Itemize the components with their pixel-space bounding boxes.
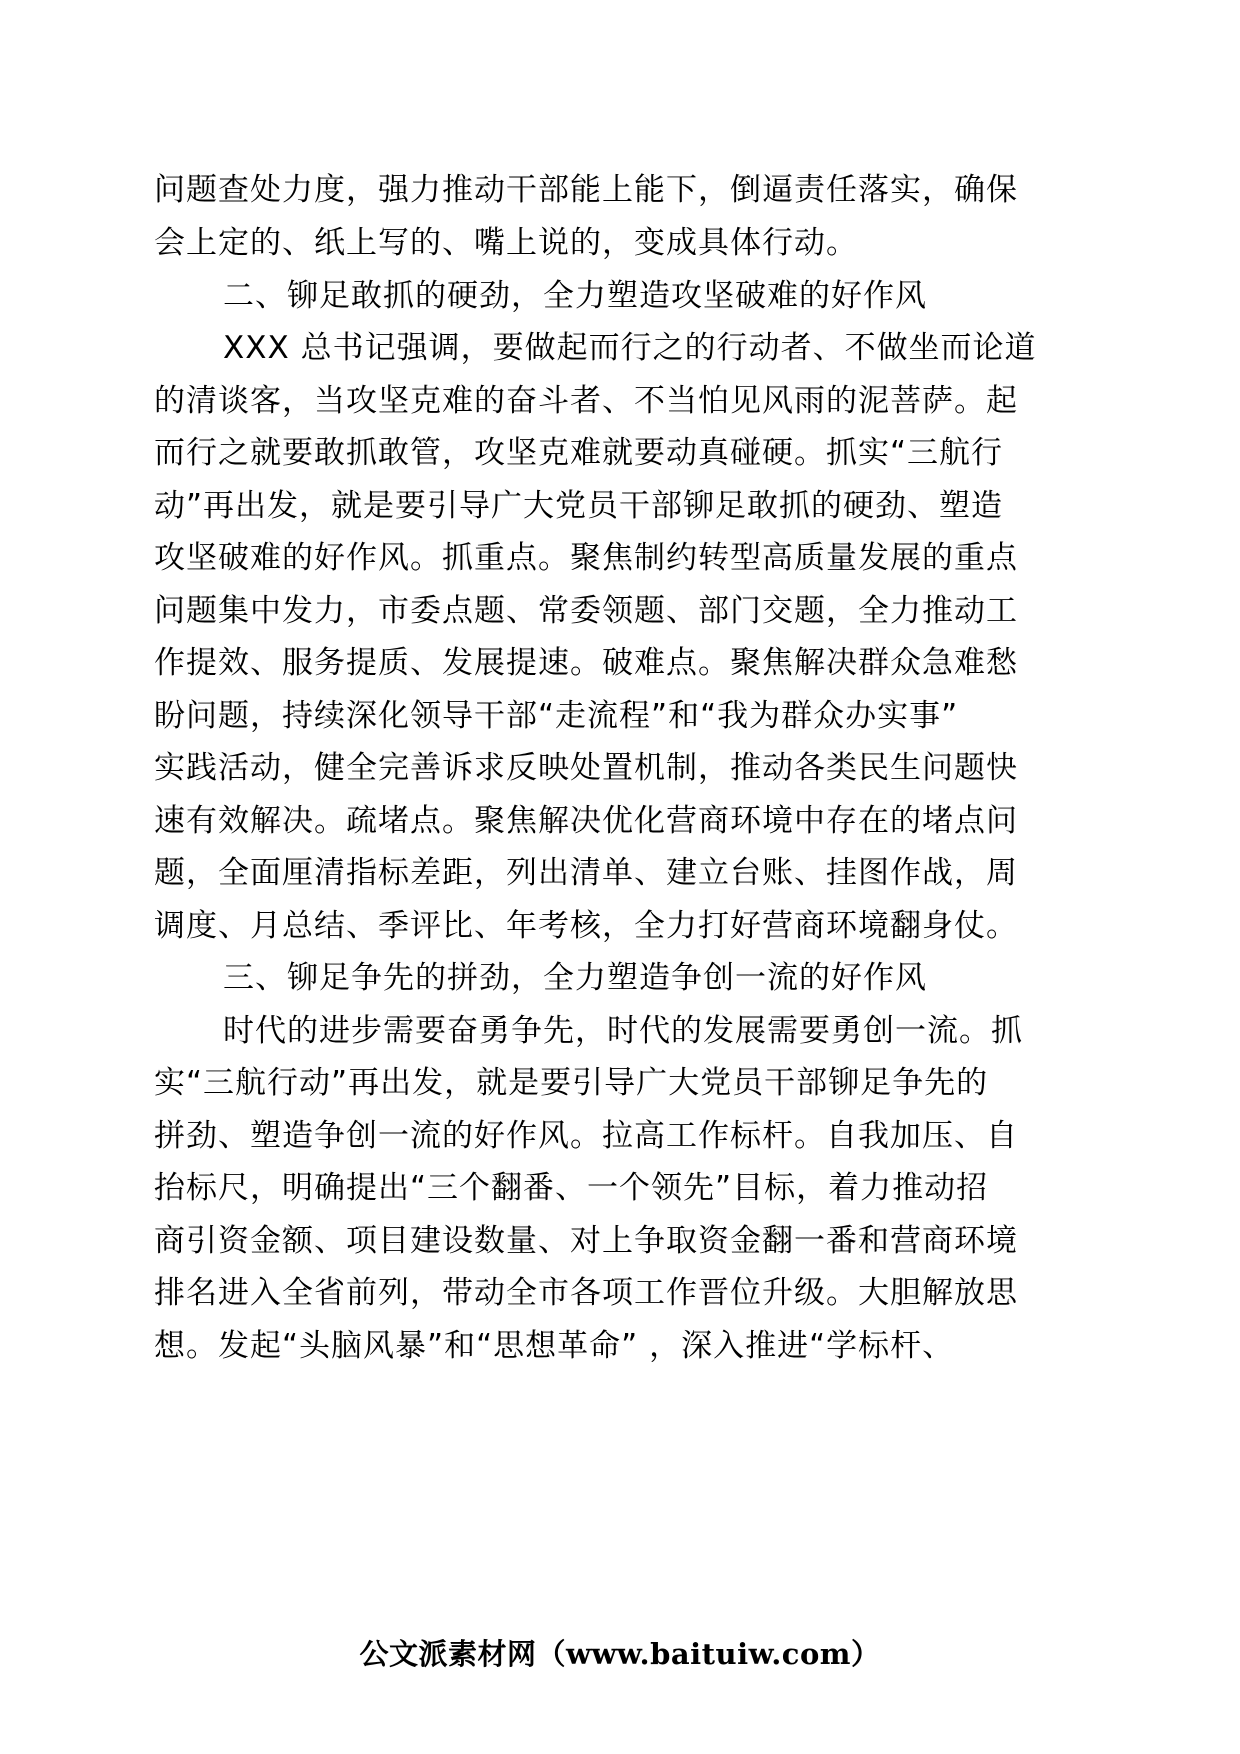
paragraph-2-line-12: 调度、月总结、季评比、年考核，全力打好营商环境翻身仗。 — [154, 908, 1018, 944]
paragraph-2-line-1: XXX 总书记强调，要做起而行之的行动者、不做坐而论道 — [223, 330, 1037, 366]
paragraph-2-line-4: 动”再出发，就是要引导广大党员干部铆足敢抓的硬劲、塑造 — [154, 488, 1004, 524]
paragraph-2-line-11: 题，全面厘清指标差距，列出清单、建立台账、挂图作战，周 — [154, 855, 1018, 891]
paragraph-3-line-6: 排名进入全省前列，带动全市各项工作晋位升级。大胆解放思 — [154, 1275, 1018, 1311]
paragraph-2-line-8: 盼问题，持续深化领导干部“走流程”和“我为群众办实事” — [154, 698, 959, 734]
section-heading-2: 二、铆足敢抓的硬劲，全力塑造攻坚破难的好作风 — [223, 278, 927, 314]
paragraph-2-line-7: 作提效、服务提质、发展提速。破难点。聚焦解决群众急难愁 — [154, 645, 1018, 681]
page-footer: 公文派素材网（www.baituiw.com） — [359, 1637, 881, 1671]
section-heading-3: 三、铆足争先的拼劲，全力塑造争创一流的好作风 — [223, 960, 927, 996]
paragraph-2-line-5: 攻坚破难的好作风。抓重点。聚焦制约转型高质量发展的重点 — [154, 540, 1018, 576]
paragraph-3-line-4: 抬标尺，明确提出“三个翻番、一个领先”目标，着力推动招 — [154, 1170, 989, 1206]
paragraph-3-line-1: 时代的进步需要奋勇争先，时代的发展需要勇创一流。抓 — [223, 1013, 1023, 1049]
paragraph-2-line-10: 速有效解决。疏堵点。聚焦解决优化营商环境中存在的堵点问 — [154, 803, 1018, 839]
paragraph-2-line-2: 的清谈客，当攻坚克难的奋斗者、不当怕见风雨的泥菩萨。起 — [154, 383, 1018, 419]
paragraph-2-line-6: 问题集中发力，市委点题、常委领题、部门交题，全力推动工 — [154, 593, 1018, 629]
paragraph-2-line-9: 实践活动，健全完善诉求反映处置机制，推动各类民生问题快 — [154, 750, 1018, 786]
paragraph-3-line-3: 拼劲、塑造争创一流的好作风。拉高工作标杆。自我加压、自 — [154, 1118, 1018, 1154]
paragraph-1-line-2: 会上定的、纸上写的、嘴上说的，变成具体行动。 — [154, 225, 858, 261]
paragraph-3-line-5: 商引资金额、项目建设数量、对上争取资金翻一番和营商环境 — [154, 1223, 1018, 1259]
paragraph-1-line-1: 问题查处力度，强力推动干部能上能下，倒逼责任落实，确保 — [154, 172, 1018, 208]
paragraph-3-line-2: 实“三航行动”再出发，就是要引导广大党员干部铆足争先的 — [154, 1065, 989, 1101]
paragraph-2-line-3: 而行之就要敢抓敢管，攻坚克难就要动真碰硬。抓实“三航行 — [154, 435, 1004, 471]
paragraph-3-line-7: 想。发起“头脑风暴”和“思想革命” ，深入推进“学标杆、 — [154, 1328, 955, 1364]
